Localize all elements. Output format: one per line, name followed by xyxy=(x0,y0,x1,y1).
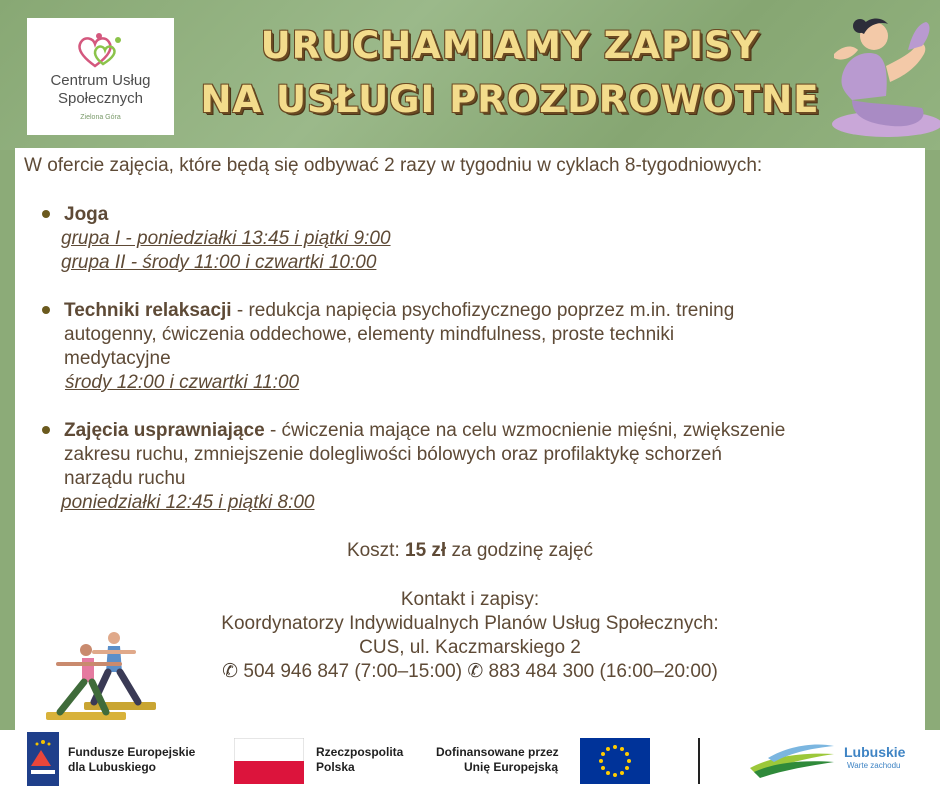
phone1[interactable]: 504 946 847 (7:00–15:00) xyxy=(243,661,463,682)
eu-flag-icon xyxy=(580,738,650,784)
contact-heading: Kontakt i zapisy: xyxy=(400,589,540,610)
usprawn-schedule: poniedziałki 12:45 i piątki 8:00 xyxy=(61,492,315,513)
relaks-line3: medytacyjne xyxy=(64,348,171,369)
phone-icon: ✆ xyxy=(222,661,239,682)
cost-amount: 15 zł xyxy=(405,540,447,561)
hearts-logo-icon xyxy=(75,32,127,70)
bullet-usprawn xyxy=(42,426,50,434)
lubuskie-sub: Warte zachodu xyxy=(847,761,901,770)
joga-group1: grupa I - poniedziałki 13:45 i piątki 9:00 xyxy=(61,228,391,249)
joga-group2: grupa II - środy 11:00 i czwartki 10:00 xyxy=(61,252,377,273)
fe-line2: dla Lubuskiego xyxy=(68,760,157,774)
rp-line1: Rzeczpospolita xyxy=(316,745,404,759)
logo-line2: Społecznych xyxy=(57,90,144,107)
relaks-line1 xyxy=(64,299,734,323)
contact-line2: CUS, ul. Kaczmarskiego 2 xyxy=(359,637,581,658)
usprawn-line3: narządu ruchu xyxy=(64,468,186,489)
intro-text: W ofercie zajęcia, które będą się odbywać 2 razy w tygodniu w cyklach 8-tygodniowych: xyxy=(24,155,763,176)
cus-logo xyxy=(27,18,174,135)
cost-prefix: Koszt: xyxy=(346,540,406,561)
yoga-couple-illustration xyxy=(44,628,160,724)
title-line1: URUCHAMIAMY ZAPISY xyxy=(260,24,760,67)
title-line2: NA USŁUGI PROZDROWOTNE xyxy=(200,78,820,121)
relaks-line2: autogenny, ćwiczenia oddechowe, elementy mindfulness, proste techniki xyxy=(64,324,675,345)
relaks-schedule: środy 12:00 i czwartki 11:00 xyxy=(65,372,300,393)
fundusze-europejskie-icon xyxy=(27,732,59,786)
usprawn-line2: zakresu ruchu, zmniejszenie dolegliwości bólowych oraz profilaktykę schorzeń xyxy=(64,444,722,465)
yoga-woman-illustration xyxy=(812,6,940,138)
relaks-desc1: - redukcja napięcia psychofizycznego poprzez m.in. trening xyxy=(231,300,735,321)
relaks-title: Techniki relaksacji xyxy=(64,300,232,321)
bullet-relaks xyxy=(42,306,50,314)
rp-line2: Polska xyxy=(316,760,355,774)
lubuskie-text: Lubuskie xyxy=(844,744,906,760)
lubuskie-logo-icon xyxy=(748,740,838,780)
footer-divider xyxy=(698,738,700,784)
usprawn-line1 xyxy=(64,419,785,443)
cost-line xyxy=(15,539,925,563)
fe-line1: Fundusze Europejskie xyxy=(68,745,196,759)
phone-icon: ✆ xyxy=(467,661,484,682)
poland-flag-icon xyxy=(234,738,304,784)
cost-suffix: za godzinę zajęć xyxy=(446,540,594,561)
logo-city: Zielona Góra xyxy=(80,114,121,121)
eu-line1: Dofinansowane przez xyxy=(436,745,559,759)
bullet-joga xyxy=(42,210,50,218)
eu-line2: Unię Europejską xyxy=(464,760,559,774)
usprawn-title: Zajęcia usprawniające xyxy=(64,420,265,441)
phone2[interactable]: 883 484 300 (16:00–20:00) xyxy=(488,661,718,682)
contact-line1: Koordynatorzy Indywidualnych Planów Usług Społecznych: xyxy=(221,613,719,634)
usprawn-desc1: - ćwiczenia mające na celu wzmocnienie mięśni, zwiększenie xyxy=(264,420,786,441)
footer-logos xyxy=(0,730,940,788)
logo-line1: Centrum Usług xyxy=(50,72,151,89)
joga-title: Joga xyxy=(64,204,109,225)
